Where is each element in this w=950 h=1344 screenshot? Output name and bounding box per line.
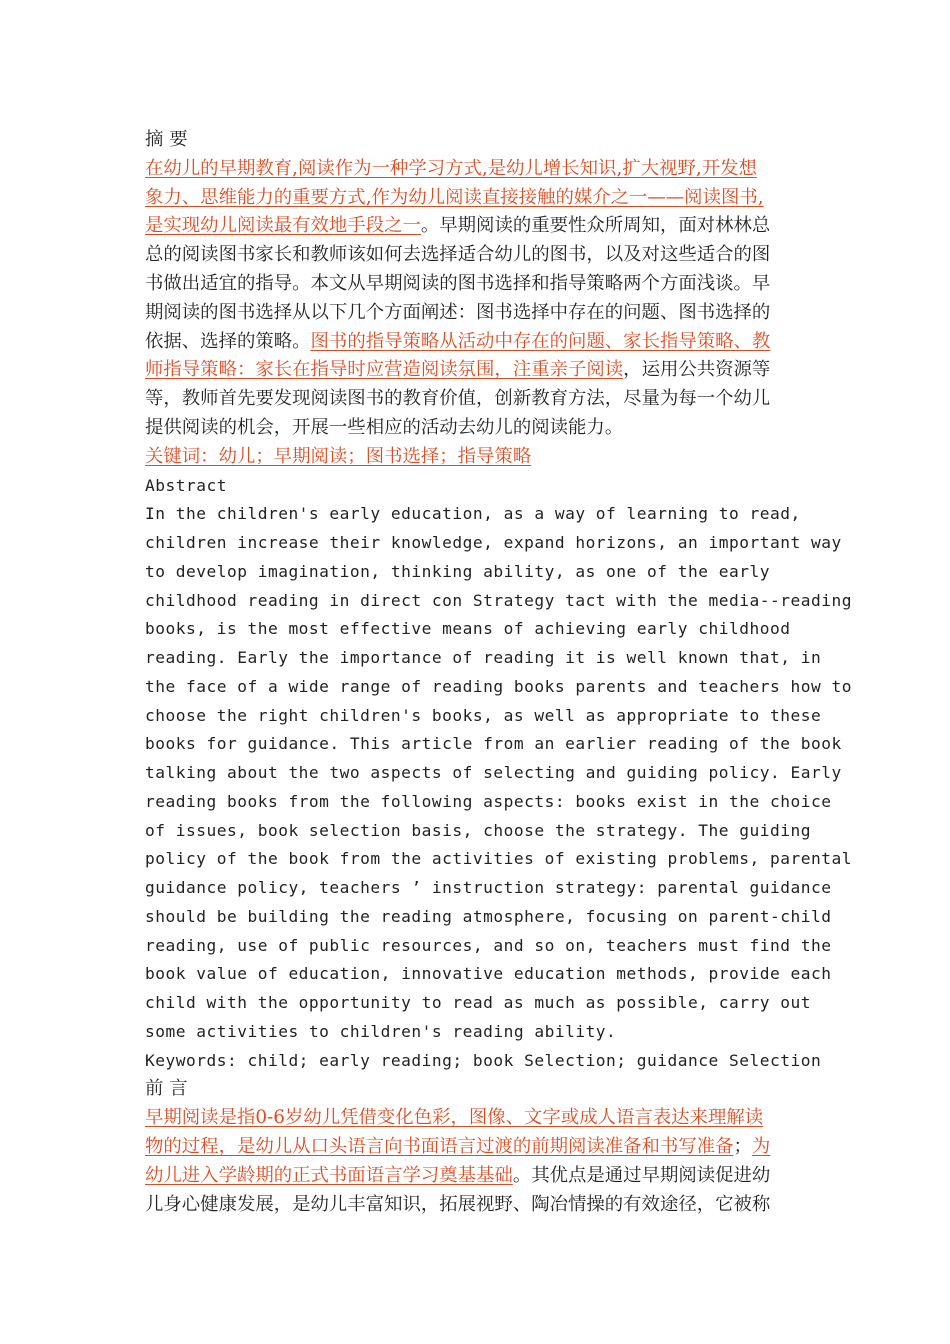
text-line: child with the opportunity to read as much as possible, carry out	[145, 993, 811, 1013]
text-line: of issues, book selection basis, choose the strategy. The guiding	[145, 820, 811, 840]
text-line: reading books from the following aspects: books exist in the choice	[145, 791, 832, 811]
text-line	[145, 270, 810, 299]
text-line: In the children's early education, as a way of learning to read,	[145, 504, 801, 524]
text-segment: ；	[733, 1135, 752, 1157]
text-line: choose the right children's books, as well as appropriate to these	[145, 705, 822, 725]
text-segment: 依据、选择的策略。	[145, 330, 311, 352]
text-line	[145, 299, 810, 328]
text-line	[145, 1104, 810, 1133]
abstract-en-heading: Abstract	[145, 475, 227, 495]
text-line	[145, 1133, 810, 1162]
text-segment: 总的阅读图书家长和教师该如何去选择适合幼儿的图书，以及对这些适合的图	[145, 244, 771, 266]
text-segment: 。其优点是通过早期阅读促进幼	[512, 1164, 771, 1186]
text-segment: 等，教师首先要发现阅读图书的教育价值，创新教育方法，尽量为每一个幼儿	[145, 388, 771, 410]
text-segment: 。早期阅读的重要性众所周知，面对林林总	[420, 215, 771, 237]
text-line	[145, 356, 810, 385]
text-line: policy of the book from the activities of existing problems, parental	[145, 849, 852, 869]
text-segment: ，运用公共资源等	[623, 359, 771, 381]
text-line	[145, 212, 810, 241]
text-line	[145, 1162, 810, 1191]
highlighted-text: 在幼儿的早期教育,阅读作为一种学习方式,是幼儿增长知识,扩大视野,开发想	[145, 157, 757, 179]
preface-heading: 前 言	[145, 1078, 188, 1100]
highlighted-text: 图书的指导策略从活动中存在的问题、家长指导策略、教	[310, 330, 771, 352]
text-line	[145, 241, 810, 270]
text-line	[145, 328, 810, 357]
text-line: children increase their knowledge, expand horizons, an important way	[145, 533, 842, 553]
highlighted-text: 是实现幼儿阅读最有效地手段之一	[145, 215, 421, 237]
text-segment: 儿身心健康发展，是幼儿丰富知识，拓展视野、陶冶情操的有效途径，它被称	[145, 1193, 771, 1215]
abstract-heading: 摘 要	[145, 129, 188, 150]
text-line: some activities to children's reading ability.	[145, 1021, 617, 1041]
text-line: book value of education, innovative education methods, provide each	[145, 964, 832, 984]
text-line: talking about the two aspects of selecting and guiding policy. Early	[145, 763, 842, 783]
highlighted-text: 象力、思维能力的重要方式,作为幼儿阅读直接接触的媒介之一——阅读图书,	[145, 186, 764, 208]
highlighted-text: 物的过程，是幼儿从口头语言向书面语言过渡的前期阅读准备和书写准备	[145, 1135, 734, 1157]
text-line: to develop imagination, thinking ability, as one of the early	[145, 561, 770, 581]
text-line	[145, 184, 810, 213]
text-line	[145, 155, 810, 184]
keywords-en: Keywords: child; early reading; book Selection; guidance Selection	[145, 1050, 822, 1070]
text-line: books, is the most effective means of achieving early childhood	[145, 619, 791, 639]
text-line: childhood reading in direct con Strategy tact with the media--reading	[145, 590, 852, 610]
highlighted-text: 幼儿进入学龄期的正式书面语言学习奠基基础	[145, 1164, 513, 1186]
text-segment: 书做出适宜的指导。本文从早期阅读的图书选择和指导策略两个方面浅谈。早	[145, 272, 771, 294]
text-line	[145, 414, 810, 443]
text-line: books for guidance. This article from an earlier reading of the book	[145, 734, 842, 754]
text-line: reading, use of public resources, and so on, teachers must find the	[145, 935, 832, 955]
highlighted-text: 师指导策略：家长在指导时应营造阅读氛围，注重亲子阅读	[145, 359, 624, 381]
highlighted-text: 为	[751, 1135, 771, 1157]
text-line	[145, 1191, 810, 1220]
text-segment: 期阅读的图书选择从以下几个方面阐述：图书选择中存在的问题、图书选择的	[145, 301, 771, 323]
keywords-cn: 关键词：幼儿；早期阅读；图书选择；指导策略	[145, 445, 532, 467]
text-line: should be building the reading atmosphere, focusing on parent-child	[145, 906, 832, 926]
text-line: guidance policy, teachers ’ instruction strategy: parental guidance	[145, 878, 832, 898]
preface-body	[145, 1104, 810, 1219]
text-segment: 提供阅读的机会，开展一些相应的活动去幼儿的阅读能力。	[145, 416, 624, 438]
abstract-en-body	[145, 500, 852, 1046]
document-page	[145, 126, 852, 1219]
text-line: the face of a wide range of reading books parents and teachers how to	[145, 676, 852, 696]
text-line: reading. Early the importance of reading it is well known that, in	[145, 648, 822, 668]
text-line	[145, 385, 810, 414]
highlighted-text: 早期阅读是指0-6岁幼儿凭借变化色彩，图像、文字或成人语言表达来理解读	[145, 1107, 764, 1129]
abstract-cn-body	[145, 155, 810, 443]
